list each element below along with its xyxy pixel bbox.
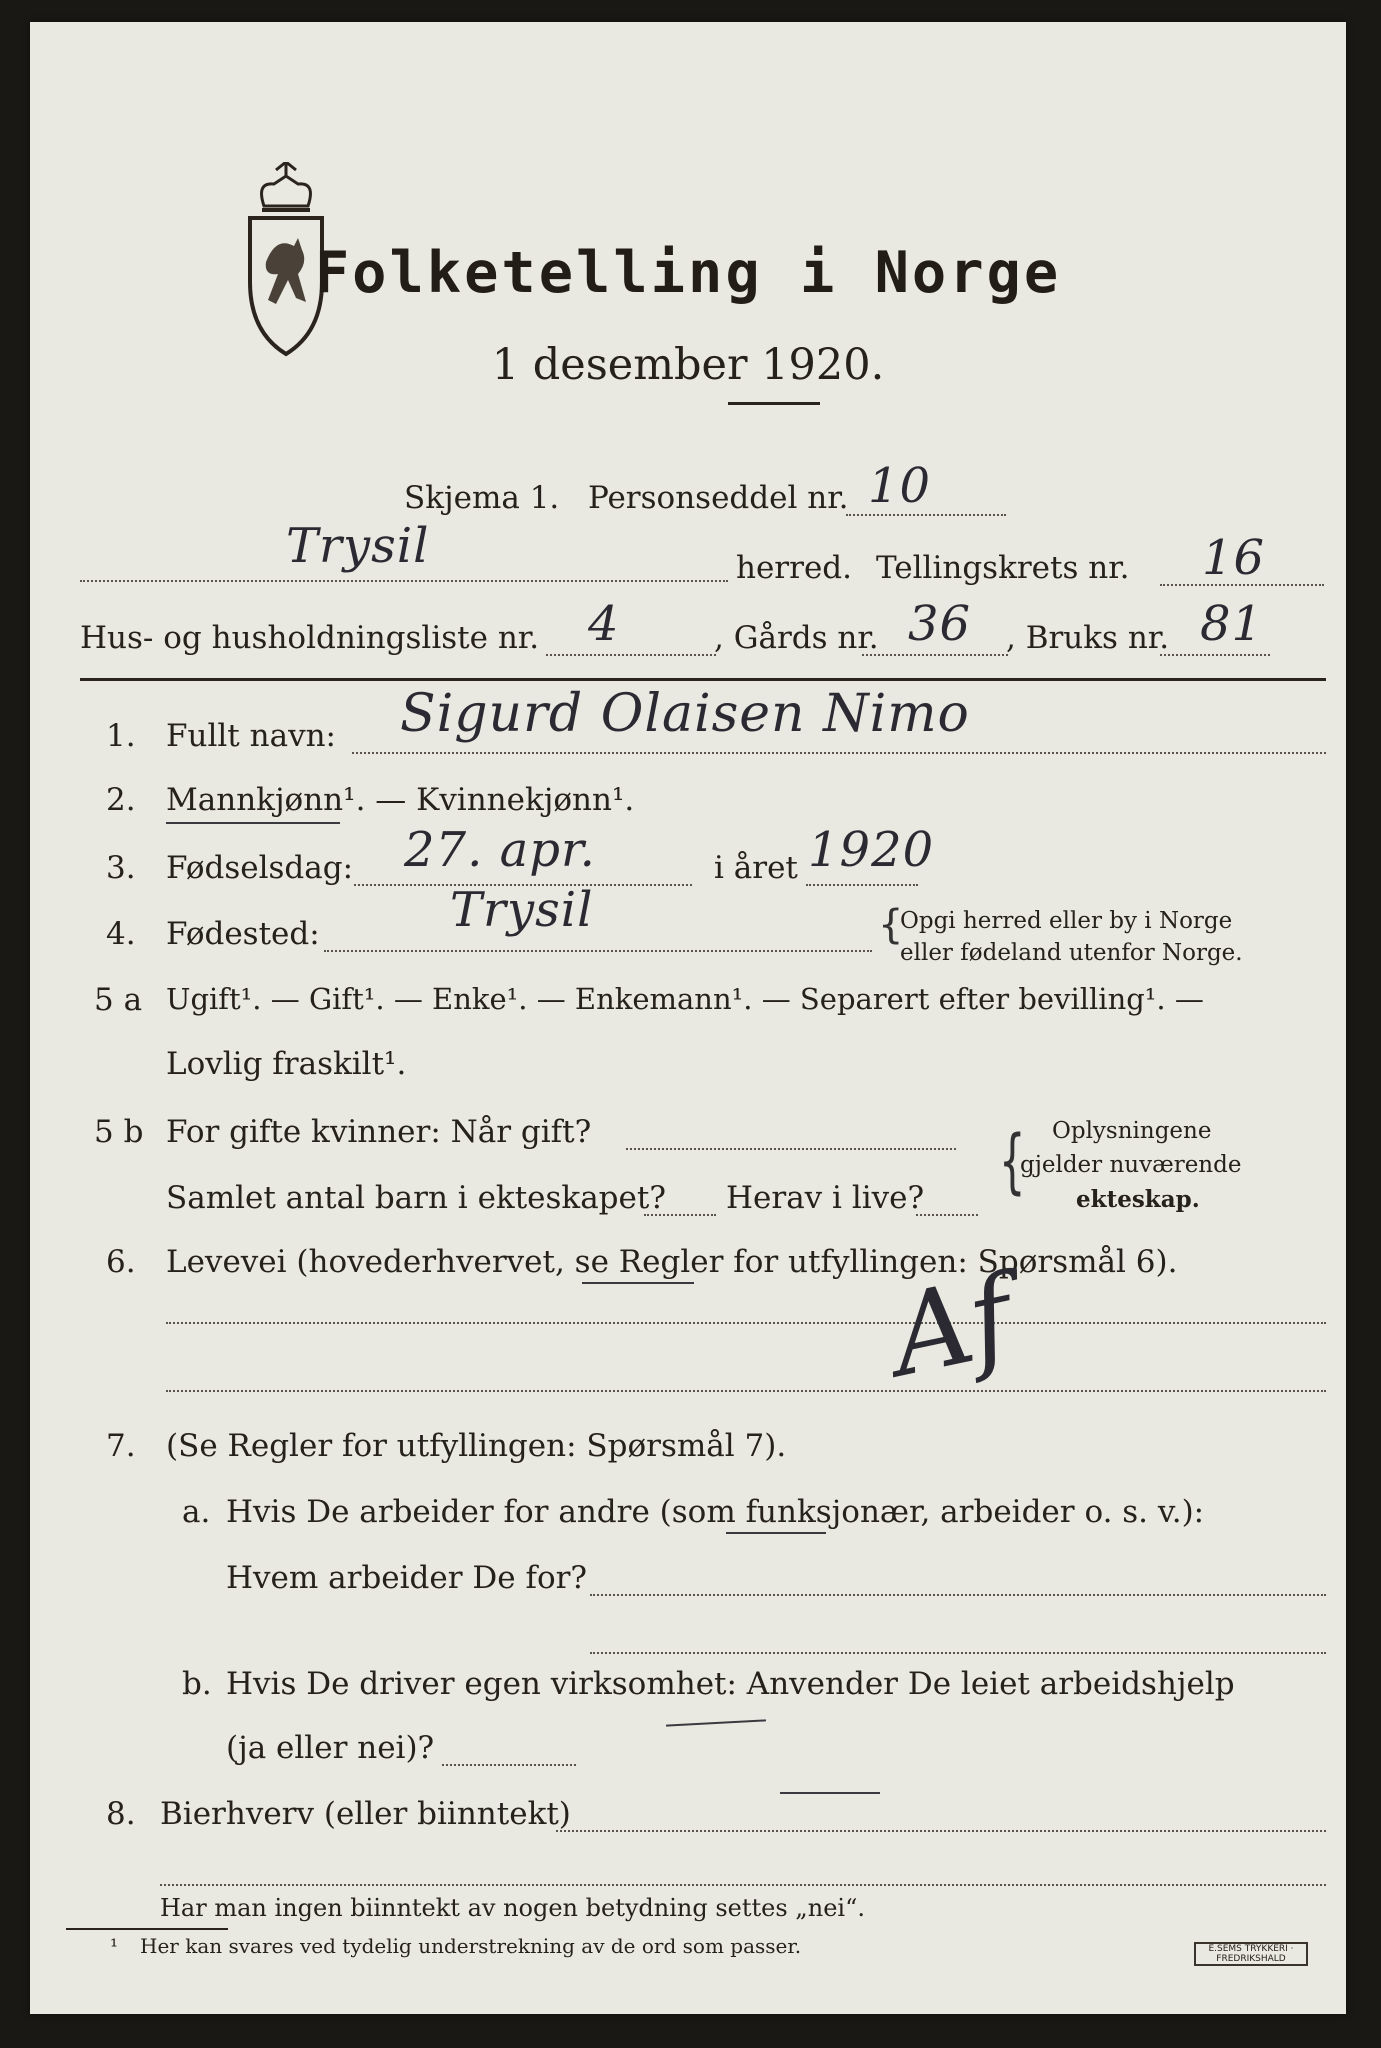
q5a-number: 5 a bbox=[94, 982, 143, 1018]
personseddel-label: Personseddel nr. bbox=[588, 480, 849, 516]
personseddel-value[interactable]: 10 bbox=[868, 458, 932, 514]
form-date: 1 desember 1920. bbox=[491, 340, 885, 390]
q2-number: 2. bbox=[106, 782, 136, 818]
q6-underline bbox=[582, 1282, 694, 1284]
hus-label: Hus- og husholdningsliste nr. bbox=[80, 620, 540, 656]
q5b-brace: { bbox=[998, 1120, 1026, 1202]
q7a-answer-line-2 bbox=[590, 1652, 1326, 1654]
q8-line bbox=[556, 1830, 1326, 1832]
q7b-line-1: Hvis De driver egen virksomhet: Anvender De leiet arbeidshjelp bbox=[226, 1666, 1235, 1702]
hus-line bbox=[546, 654, 716, 656]
header-separator bbox=[80, 678, 1326, 681]
skjema-label: Skjema 1. bbox=[404, 480, 560, 516]
q7-text: (Se Regler for utfyllingen: Spørsmål 7). bbox=[166, 1428, 787, 1464]
q7a-line-2: Hvem arbeider De for? bbox=[226, 1560, 588, 1596]
q6-text: Levevei (hovederhvervet, se Regler for utfyllingen: Spørsmål 6). bbox=[166, 1244, 1178, 1280]
q6-line-2 bbox=[166, 1390, 1326, 1392]
q7b-letter: b. bbox=[182, 1666, 212, 1702]
q7a-underline bbox=[726, 1532, 826, 1534]
q4-number: 4. bbox=[106, 916, 136, 952]
q2-underline bbox=[166, 822, 340, 824]
q5b-note-3: ekteskap. bbox=[1076, 1186, 1200, 1213]
bruks-line bbox=[1160, 654, 1270, 656]
q7b-dash-mark bbox=[666, 1719, 766, 1726]
bruks-value[interactable]: 81 bbox=[1200, 596, 1264, 652]
gards-value[interactable]: 36 bbox=[908, 596, 972, 652]
q5b-note-1: Oplysningene bbox=[1052, 1118, 1212, 1144]
q3-year-value[interactable]: 1920 bbox=[808, 822, 935, 878]
q3-year-line bbox=[806, 884, 918, 886]
q4-label: Fødested: bbox=[166, 916, 320, 952]
footnote-text: Her kan svares ved tydelig understrekning av de ord som passer. bbox=[140, 1934, 802, 1958]
q3-label: Fødselsdag: bbox=[166, 850, 354, 886]
herred-line bbox=[80, 580, 728, 582]
census-form-sheet bbox=[30, 22, 1346, 2014]
tellingskrets-value[interactable]: 16 bbox=[1202, 530, 1266, 586]
q5b-line-2a: Samlet antal barn i ekteskapet? bbox=[166, 1180, 666, 1216]
q6-value[interactable]: Af bbox=[880, 1250, 1025, 1402]
bruks-label: , Bruks nr. bbox=[1006, 620, 1170, 656]
q7a-letter: a. bbox=[182, 1494, 211, 1530]
herred-value[interactable]: Trysil bbox=[286, 518, 430, 574]
printer-stamp: E.SEMS TRYKKERI · FREDRIKSHALD bbox=[1194, 1942, 1308, 1966]
footnote-rule bbox=[66, 1928, 228, 1930]
q1-line bbox=[352, 752, 1326, 754]
q3-value[interactable]: 27. apr. bbox=[404, 822, 596, 878]
q5b-note-2: gjelder nuværende bbox=[1020, 1152, 1242, 1178]
q4-value[interactable]: Trysil bbox=[450, 882, 594, 938]
q7a-line-1: Hvis De arbeider for andre (som funksjonær, arbeider o. s. v.): bbox=[226, 1494, 1205, 1530]
q5b-children-line bbox=[644, 1214, 716, 1216]
q5b-alive-line bbox=[916, 1214, 978, 1216]
q7-number: 7. bbox=[106, 1428, 136, 1464]
q1-value[interactable]: Sigurd Olaisen Nimo bbox=[400, 684, 970, 744]
q8-dash-mark bbox=[780, 1792, 880, 1794]
q7b-answer-line bbox=[442, 1764, 576, 1766]
q4-note-2: eller fødeland utenfor Norge. bbox=[900, 940, 1243, 966]
gards-label: , Gårds nr. bbox=[714, 620, 879, 656]
footnote-mark: ¹ bbox=[110, 1934, 119, 1958]
q5a-line-1: Ugift¹. — Gift¹. — Enke¹. — Enkemann¹. — Separert efter bevilling¹. — bbox=[166, 982, 1204, 1016]
q8-label: Bierhverv (eller biinntekt) bbox=[160, 1796, 571, 1832]
form-title: Folketelling i Norge bbox=[314, 240, 1062, 306]
q6-line-1 bbox=[166, 1322, 1326, 1324]
q7b-line-2: (ja eller nei)? bbox=[226, 1730, 435, 1766]
q6-number: 6. bbox=[106, 1244, 136, 1280]
q2-text: Mannkjønn¹. — Kvinnekjønn¹. bbox=[166, 782, 635, 818]
tellingskrets-label: Tellingskrets nr. bbox=[876, 550, 1130, 586]
q3-number: 3. bbox=[106, 850, 136, 886]
q8-number: 8. bbox=[106, 1796, 136, 1832]
q5b-line-2b: Herav i live? bbox=[726, 1180, 925, 1216]
personseddel-line bbox=[846, 514, 1006, 516]
q4-note-1: Opgi herred eller by i Norge bbox=[900, 908, 1233, 934]
q8-line-2 bbox=[160, 1884, 1326, 1886]
q3-year-label: i året bbox=[714, 850, 798, 886]
q4-brace: { bbox=[878, 902, 904, 948]
gards-line bbox=[862, 654, 1008, 656]
q5b-line-1: For gifte kvinner: Når gift? bbox=[166, 1114, 592, 1150]
herred-label: herred. bbox=[736, 550, 852, 586]
q1-label: Fullt navn: bbox=[166, 718, 336, 754]
q1-number: 1. bbox=[106, 718, 136, 754]
title-divider bbox=[728, 402, 820, 405]
q5a-line-2: Lovlig fraskilt¹. bbox=[166, 1046, 407, 1082]
hus-value[interactable]: 4 bbox=[588, 596, 620, 652]
bottom-note: Har man ingen biinntekt av nogen betydning settes „nei“. bbox=[160, 1894, 865, 1922]
q4-line bbox=[324, 950, 872, 952]
q5b-number: 5 b bbox=[94, 1114, 144, 1150]
q5b-married-line bbox=[626, 1148, 956, 1150]
q7a-answer-line bbox=[590, 1594, 1326, 1596]
